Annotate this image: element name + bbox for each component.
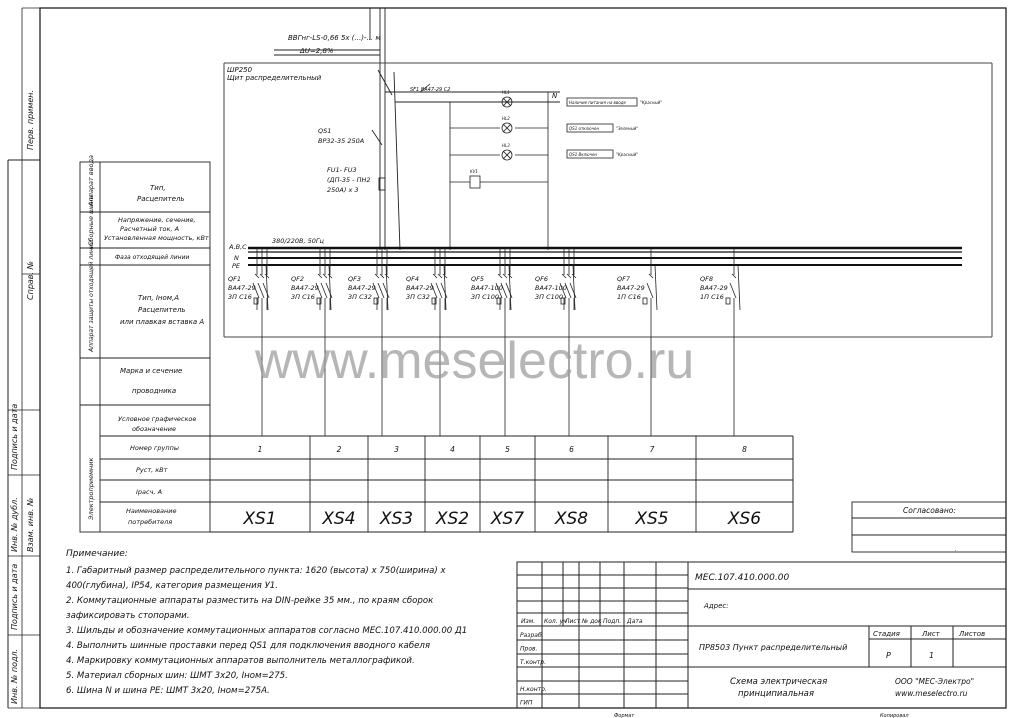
group-consumer: XS8 — [554, 509, 589, 529]
stamp-col-header: Дата — [627, 618, 643, 625]
breaker-name: QF1 — [228, 275, 241, 283]
breaker-rating: 1П С16 — [617, 293, 641, 301]
lamp-hl3-color: "Красный" — [616, 152, 639, 157]
breaker-rating: 1П С16 — [700, 293, 724, 301]
lt-pust: Руст, кВт — [136, 466, 168, 474]
note-line: 2. Коммутационные аппараты разместить на DIN-рейке 35 мм., по краям сборок — [66, 596, 434, 606]
note-line: 4. Маркировку коммутационных аппаратов выполнитель металлографикой. — [66, 656, 415, 666]
lt-irasch: Iрасч, А — [136, 488, 163, 496]
group-consumer: XS3 — [379, 509, 414, 529]
lt-ugo2: обозначение — [132, 425, 176, 433]
side-label-perv: Перв. примен. — [26, 89, 35, 150]
fuses-line2: (ДП-35 - ПН2 — [327, 176, 371, 184]
group-consumer: XS4 — [322, 509, 356, 529]
lt-napr1: Напряжение, сечение, — [118, 216, 196, 224]
note-line: 5. Материал сборных шин: ШМТ 3х20, Iном=275. — [66, 671, 288, 681]
group-number: 1 — [257, 445, 263, 454]
signal-circuit — [420, 84, 637, 250]
breaker-rating: 3П С16 — [228, 293, 252, 301]
lamp-hl2-color: "Зеленый" — [616, 126, 639, 131]
lt-raspred: Расцепитель — [137, 195, 185, 203]
stamp-col-header: № док — [582, 618, 602, 625]
lt-marka1: Марка и сечение — [120, 367, 183, 375]
side-label-vzam: Взам. инв. № — [26, 497, 35, 552]
cable-voltage-drop: ΔU=2,8% — [300, 47, 334, 55]
breaker-name: QF4 — [406, 275, 419, 283]
stamp-role: Разраб. — [520, 632, 544, 639]
sf1-label: SF1 ВА47-29 С2 — [410, 87, 451, 93]
stamp-role: Пров. — [520, 645, 538, 653]
group-number: 3 — [394, 445, 399, 454]
breaker-name: QF8 — [700, 275, 713, 283]
stamp-stage: Р — [886, 651, 891, 660]
stamp-doc-code: МЕС.107.410.000.00 — [695, 573, 790, 583]
bus-voltage: 380/220В, 50Гц — [272, 237, 324, 245]
breaker-type: ВА47-29 — [700, 284, 728, 292]
lt-napr2: Расчетный ток, А — [120, 225, 180, 233]
lt-sbornye: Сборные шины — [87, 194, 95, 246]
lt-raspred2: Расцепитель — [138, 306, 186, 314]
lt-elektro: Электроприемник — [87, 457, 95, 520]
side-label-inv-dubl: Инв. № дубл. — [10, 497, 19, 552]
lt-naim2: потребителя — [128, 518, 173, 526]
stamp-title-2: принципиальная — [738, 689, 814, 699]
lt-apparat-vvoda: Аппарат ввода — [87, 154, 95, 206]
lamp-hl3-text: QS1 Включен — [569, 152, 598, 157]
side-stamp-labels — [10, 90, 35, 704]
breaker-name: QF3 — [348, 275, 361, 283]
breaker-type: ВА47-29 — [617, 284, 645, 292]
stamp-col-header: Подп. — [603, 618, 622, 625]
note-line: 400(глубина), IP54, категория размещения У1. — [66, 581, 278, 591]
stamp-role: Н.контр. — [520, 686, 547, 693]
group-number: 6 — [569, 445, 574, 454]
breaker-type: ВА47-100 — [471, 284, 503, 292]
fuses-line1: FU1- FU3 — [327, 166, 357, 174]
stamp-sheets-header: Листов — [959, 630, 986, 638]
panel-name: Щит распределительный — [227, 74, 322, 82]
busbars — [248, 248, 962, 265]
breaker-name: QF5 — [471, 275, 484, 283]
incomer-switch-symbol — [372, 70, 560, 250]
stamp-company-1: ООО "МЕС-Электро" — [895, 677, 975, 686]
agreed-dot: . — [955, 546, 957, 553]
watermark: www.meselectro.ru — [255, 332, 695, 390]
bus-phases: A,B,C — [229, 243, 247, 251]
notes-layer — [66, 566, 467, 696]
lt-napr3: Установленная мощность, кВт — [104, 234, 209, 242]
lt-naim1: Наименование — [126, 507, 177, 515]
group-number: 5 — [505, 445, 510, 454]
cable-mark: ВВГнг-LS-0,66 5х (...)-... м — [288, 34, 381, 42]
group-number: 4 — [450, 445, 455, 454]
lt-apparat-zashchity: Аппарат защиты отходящей линии — [88, 240, 95, 352]
stamp-role: Т.контр. — [520, 659, 547, 666]
note-line: зафиксировать стопорами. — [66, 611, 190, 621]
breaker-type: ВА47-100 — [535, 284, 567, 292]
stamp-company-2: www.meselectro.ru — [895, 689, 968, 698]
notes-title: Примечание: — [66, 549, 128, 559]
breaker-rating: 3П С32 — [348, 293, 372, 301]
group-consumer: XS2 — [435, 509, 470, 529]
lamp-hl2-id: HL2 — [502, 116, 510, 121]
note-line: 3. Шильды и обозначение коммутационных аппаратов согласно МЕС.107.410.000.00 Д1 — [66, 626, 468, 636]
breaker-type: ВА47-29 — [228, 284, 256, 292]
agreed-label: Согласовано: — [903, 506, 956, 515]
lt-tip2: Тип, Iном,А — [138, 294, 180, 302]
group-consumer: XS6 — [727, 509, 762, 529]
panel-code: ШР250 — [227, 66, 253, 74]
breaker-8 — [700, 248, 740, 436]
incomer-name: QS1 — [318, 127, 332, 135]
side-label-podpis2: Подпись и дата — [10, 563, 19, 630]
lt-ili: или плавкая вставка А — [120, 318, 205, 326]
breaker-name: QF6 — [535, 275, 548, 283]
stamp-copied: Копировал — [880, 713, 909, 718]
stamp-format: Формат — [614, 713, 635, 718]
note-line: 6. Шина N и шина PE: ШМТ 3х20, Iном=275А. — [66, 686, 270, 696]
group-number: 7 — [649, 445, 655, 454]
bus-n: N — [234, 254, 239, 262]
breaker-rating: 3П С32 — [406, 293, 430, 301]
lamp-hl1-color: "Красный" — [640, 100, 663, 105]
lamp-hl2-text: QS1 отключен — [569, 126, 600, 131]
stamp-product: ПР8503 Пункт распределительный — [699, 643, 848, 652]
breaker-rating: 3П С100 — [471, 293, 500, 301]
stamp-sheet: 1 — [929, 651, 935, 660]
breaker-type: ВА47-29 — [291, 284, 319, 292]
stamp-stage-header: Стадия — [873, 630, 900, 638]
breaker-name: QF2 — [291, 275, 304, 283]
lamp-hl1-id: HL1 — [502, 90, 510, 95]
stamp-role: ГИП — [520, 699, 533, 707]
stamp-columns — [521, 618, 643, 625]
stamp-col-header: Кол. уч — [544, 618, 567, 625]
breaker-rating: 3П С100 — [535, 293, 564, 301]
lamp-hl3-id: HL3 — [502, 143, 510, 148]
group-consumer: XS7 — [490, 509, 525, 529]
fuses-line3: 250А) х 3 — [327, 186, 359, 194]
lt-tip: Тип, — [150, 184, 166, 192]
incomer-type: ВР32-35 250А — [318, 137, 365, 145]
breaker-type: ВА47-29 — [406, 284, 434, 292]
lt-marka2: проводника — [132, 387, 177, 395]
stamp-roles — [520, 632, 547, 707]
note-line: 4. Выполнить шинные проставки перед QS1 для подключения вводного кабеля — [66, 641, 431, 651]
stamp-title-1: Схема электрическая — [730, 677, 828, 687]
relay-label: KV1 — [470, 169, 478, 174]
group-number: 2 — [336, 445, 342, 454]
lt-ugo1: Условное графическое — [118, 415, 197, 423]
n-label: N — [552, 92, 558, 100]
lt-faza: Фаза отходящей линии — [115, 254, 190, 261]
side-label-sprav: Справ. № — [26, 261, 35, 300]
side-label-inv-podl: Инв. № подл. — [10, 648, 19, 704]
stamp-col-header: Лист — [565, 618, 581, 625]
group-consumer: XS5 — [635, 509, 669, 529]
group-consumer: XS1 — [243, 509, 277, 529]
lamp-hl1-text: Наличие питания на вводе — [569, 100, 626, 105]
breaker-type: ВА47-29 — [348, 284, 376, 292]
group-number: 8 — [742, 445, 747, 454]
bus-pe: PE — [232, 262, 241, 270]
stamp-sheet-header: Лист — [922, 630, 940, 638]
lt-nomer: Номер группы — [130, 444, 179, 452]
breaker-rating: 3П С16 — [291, 293, 315, 301]
groups-layer — [242, 436, 793, 532]
breaker-name: QF7 — [617, 275, 630, 283]
stamp-address: Адрес: — [704, 602, 729, 610]
note-line: 1. Габаритный размер распределительного пункта: 1620 (высота) х 750(ширина) х — [66, 566, 446, 576]
side-label-podpis1: Подпись и дата — [10, 403, 19, 470]
stamp-col-header: Изм. — [521, 618, 536, 625]
